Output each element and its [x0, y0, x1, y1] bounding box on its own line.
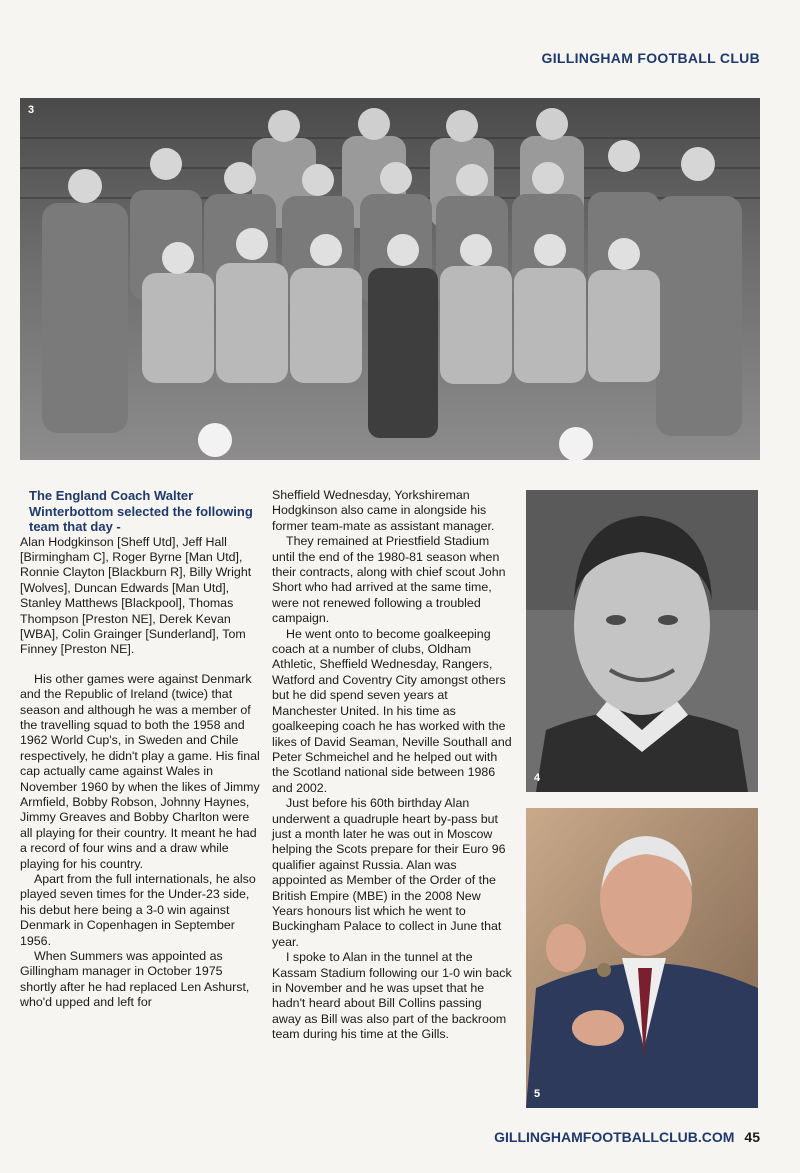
article-paragraph: Apart from the full internationals, he also played seven times for the Under-23 side, his debut here being a 3-0 win against Denmark in Copenhagen in September 1956. — [20, 872, 256, 948]
photo-number-4: 4 — [534, 772, 541, 784]
footer — [494, 1129, 760, 1145]
footer-site: GILLINGHAMFOOTBALLCLUB.COM — [494, 1129, 735, 1145]
photo-number-3: 3 — [28, 104, 35, 116]
team-photo-image — [20, 98, 760, 460]
photo-number-5: 5 — [534, 1088, 541, 1100]
mbe-photo — [526, 808, 758, 1108]
portrait-photo-image — [526, 490, 758, 792]
portrait-photo — [526, 490, 758, 792]
mbe-photo-image — [526, 808, 758, 1108]
article-lead: The England Coach Walter Winterbottom selected the following team that day - — [29, 488, 253, 534]
article-paragraph: He went onto to become goalkeeping coach at a number of clubs, Oldham Athletic, Sheffield Wednesday, Rangers, Watford and Coventry City amongst others but he did spend seven years at Manchester United. In his time as goalkeeping coach he has worked with the likes of David Seaman, Neville Southall and Peter Schmeichel and he helped out with the Scotland national side between 1986 and 2002. — [272, 626, 512, 795]
article-paragraph: Just before his 60th birthday Alan underwent a quadruple heart by-pass but just a month later he was out in Moscow helping the Scots prepare for their Euro 96 qualifier against Russia. Alan was appointed as Member of the Order of the British Empire (MBE) in the 2008 New Years honours list which he went to Buckingham Palace to collect in June that year. — [272, 796, 506, 949]
page-number: 45 — [744, 1129, 760, 1145]
team-list: Alan Hodgkinson [Sheff Utd], Jeff Hall [Birmingham C], Roger Byrne [Man Utd], Ronnie Clayton [Blackburn R], Billy Wright [Wolves], Duncan Edwards [Man Utd], Stanley Matthews [Blackpool], Thomas Thompson [Preston NE], Derek Kevan [WBA], Colin Grainger [Sunderland], Tom Finney [Preston NE]. — [20, 534, 252, 657]
article-paragraph: Sheffield Wednesday, Yorkshireman Hodgkinson also came in alongside his former team-mate as assistant manager. — [272, 488, 495, 533]
team-photo — [20, 98, 760, 460]
article-column-1 — [20, 488, 260, 1011]
article-paragraph: They remained at Priestfield Stadium until the end of the 1980-81 season when their contracts, along with chief scout John Short who had arrived at the same time, were not renewed following a troubled campaign. — [272, 534, 506, 626]
article-paragraph: When Summers was appointed as Gillingham manager in October 1975 shortly after he had replaced Len Ashurst, who'd upped and left for — [20, 949, 250, 1010]
article-paragraph: I spoke to Alan in the tunnel at the Kassam Stadium following our 1-0 win back in November and he was upset that he hadn't heard about Bill Collins passing away as Bill was also part of the backroom team during his time at the Gills. — [272, 950, 512, 1042]
header-club-name: GILLINGHAM FOOTBALL CLUB — [541, 50, 760, 66]
article-column-2 — [272, 488, 514, 1043]
article-paragraph: His other games were against Denmark and the Republic of Ireland (twice) that season and although he was a member of the travelling squad to both the 1958 and 1962 World Cup's, in Sweden and Chile respectively, he didn't play a game. His final cap actually came against Wales in November 1960 by when the likes of Jimmy Armfield, Bobby Robson, Johnny Haynes, Jimmy Greaves and Bobby Charlton were all playing for their country. It meant he had a record of four wins and a draw while playing for his country. — [20, 671, 260, 871]
